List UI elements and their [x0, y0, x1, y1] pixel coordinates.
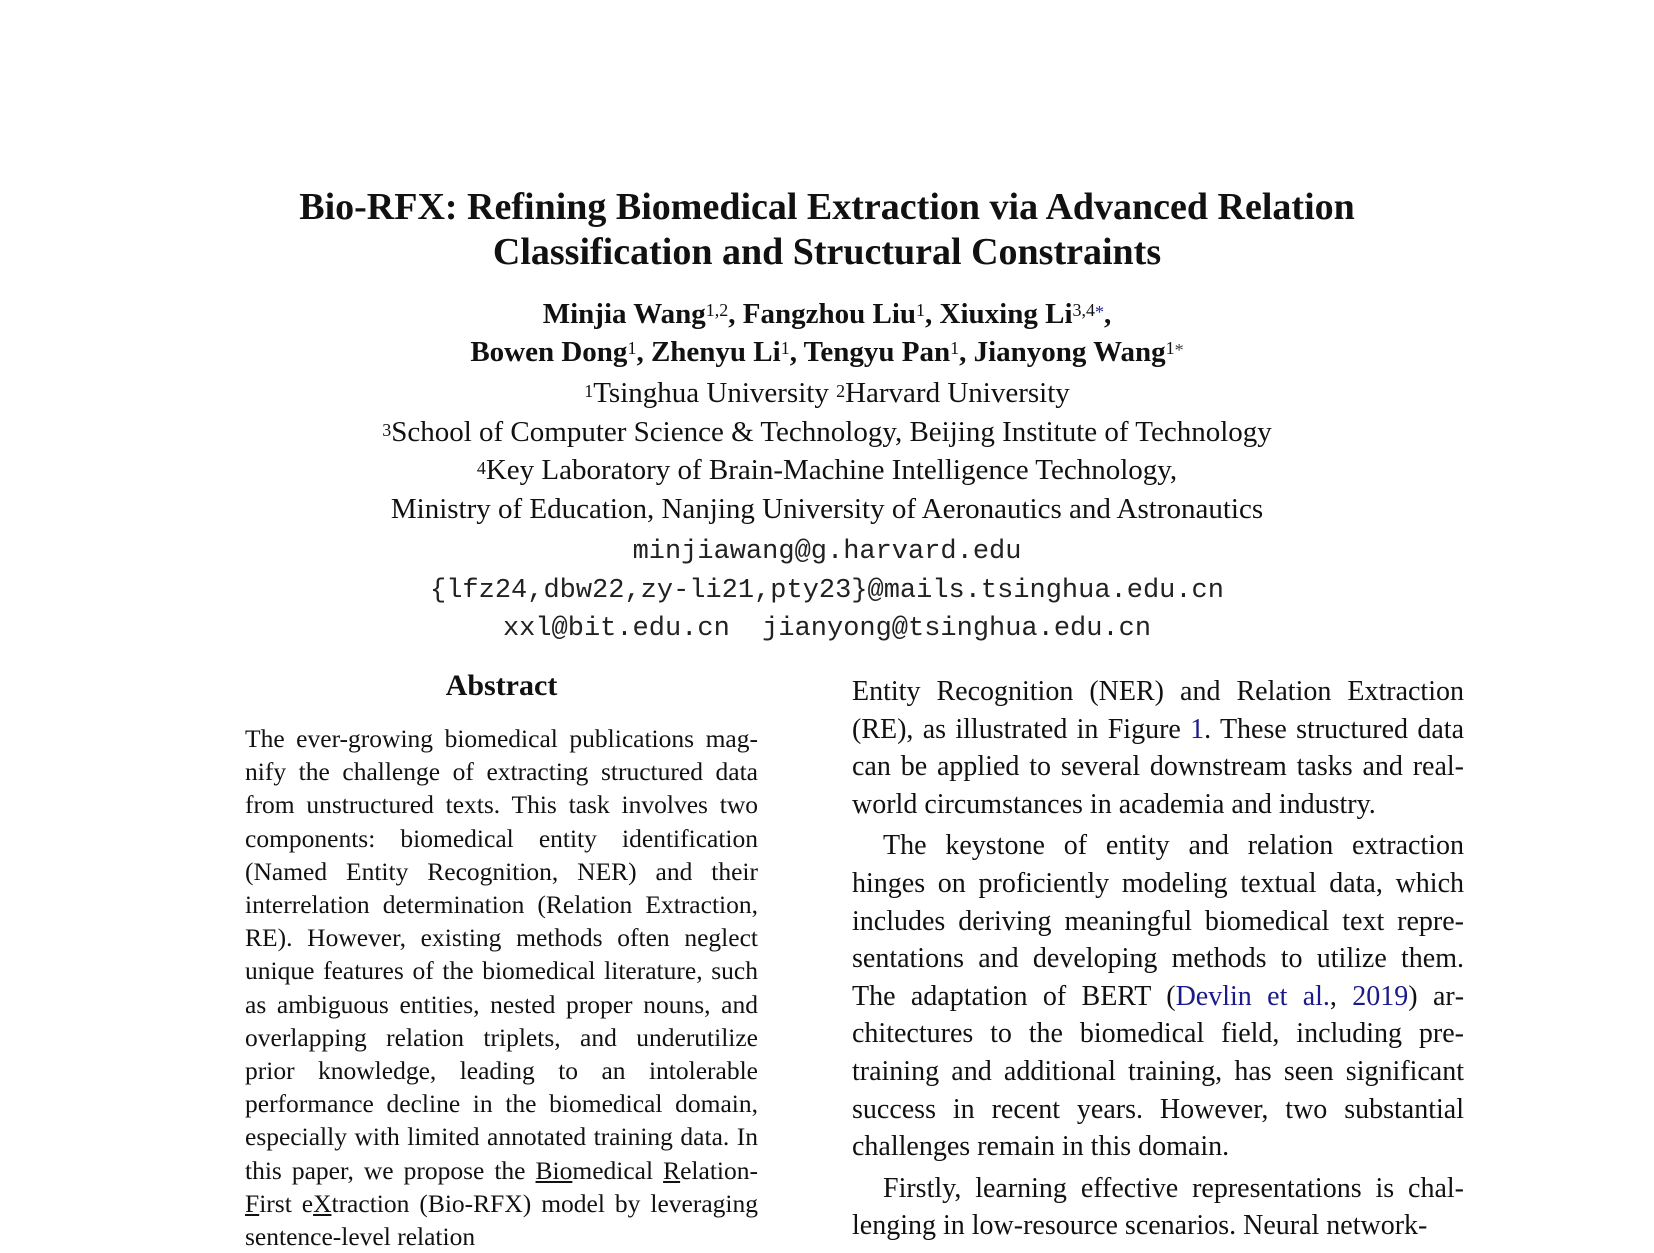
acronym-rest: medical — [572, 1155, 664, 1185]
email-line: minjiawang@g.harvard.edu — [632, 537, 1022, 567]
citation-link-year[interactable]: 2019 — [1352, 980, 1409, 1012]
email-line: xxl@bit.edu.cn jianyong@tsinghua.edu.cn — [502, 614, 1152, 644]
authors-line-1 — [0, 295, 1654, 333]
author-separator: , — [1104, 298, 1112, 330]
email-line: {lfz24,dbw22,zy-li21,pty23}@mails.tsinghua.edu.cn — [430, 575, 1224, 606]
author-separator: , — [728, 298, 743, 330]
author-name: Fangzhou Liu — [742, 298, 917, 330]
abstract-body: The ever-growing biomedical publications magnify the challenge of extracting structured data from unstructured texts. This task involves two components: biomedical entity identification (Named Entity Recognition, NER) and their interrelation determination (Relation Extraction, RE). However, existing methods often neglect unique features of the biomedical literature, such as ambiguous entities, nested proper nouns, and overlapping relation triplets, and underutilize prior knowledge, leading to an intolerable performance decline in the biomedical domain, especially with limited annotated training data. In this paper, we propose the — [245, 724, 758, 1185]
corresponding-author-mark: * — [1174, 340, 1184, 360]
title-line-1: Bio-RFX: Refining Biomedical Extraction via Advanced Relation — [299, 186, 1355, 228]
acronym-letter: R — [663, 1155, 681, 1185]
acronym-rest: irst e — [259, 1188, 314, 1218]
author-affil-sup: 1 — [950, 338, 960, 358]
email-list — [0, 533, 1654, 649]
corresponding-author-link[interactable]: * — [1095, 302, 1104, 322]
author-list — [0, 295, 1654, 371]
affil-sup: 2 — [836, 381, 846, 401]
author-affil-sup: 1 — [916, 300, 926, 320]
affil-sup: 1 — [584, 381, 594, 401]
affiliation-tsinghua: Tsinghua University — [593, 377, 837, 409]
figure-ref-link[interactable]: 1 — [1190, 713, 1205, 745]
author-affil-sup: 1,2 — [705, 300, 729, 320]
paragraph-text: . These structured data can be applied to several downstream tasks and real-world circumstances in academia and industry. — [852, 713, 1464, 820]
abstract-text — [245, 722, 758, 1253]
affiliations — [0, 374, 1654, 528]
abstract-body-cont: RFX) model by leveraging sentence-level relation — [245, 1188, 758, 1252]
affiliation-nuaa: Key Laboratory of Brain-Machine Intelligence Technology, — [485, 454, 1178, 486]
affil-sup: 3 — [382, 419, 392, 440]
intro-paragraph-3: Firstly, learning effective representations is challenging in low-resource scenarios. Neural network- — [852, 1172, 1464, 1242]
paper-title — [0, 185, 1654, 275]
author-affil-sup: 1 — [780, 338, 790, 358]
citation-link-author[interactable]: Devlin et al. — [1175, 980, 1330, 1012]
author-separator: , — [925, 298, 940, 330]
authors-line-2 — [0, 333, 1654, 371]
affil-sup: 4 — [476, 458, 486, 478]
acronym-rest: elation- — [680, 1155, 758, 1185]
author-name: Zhenyu Li — [650, 336, 781, 368]
author-name: Xiuxing Li — [939, 298, 1073, 330]
affiliation-line-1 — [0, 374, 1654, 413]
intro-paragraph-1 — [852, 673, 1464, 823]
intro-paragraph-2 — [852, 827, 1464, 1165]
citation-sep: , — [1329, 980, 1353, 1012]
author-name: Bowen Dong — [470, 336, 628, 368]
author-separator: , — [636, 336, 651, 368]
paragraph-text: Entity Recognition (NER) and Relation Extraction (RE), as illustrated in Figure — [852, 676, 1464, 745]
paragraph-text: The keystone of entity and relation extraction hinges on proficiently modeling textual data, which includes deriving meaningful biomedical text representations and developing methods to utilize them. The adaptation of BERT ( — [852, 830, 1464, 1012]
right-column — [852, 673, 1464, 1245]
author-name: Minjia Wang — [542, 298, 706, 330]
paragraph-text: ) architectures to the biomedical field, including pretraining and additional training, has seen significant success in recent years. However, two substantial challenges remain in this domain. — [852, 980, 1465, 1163]
author-separator: , — [789, 336, 804, 368]
author-separator: , — [959, 336, 974, 368]
acronym-letter: X — [313, 1188, 332, 1218]
affiliation-line-2 — [0, 413, 1654, 452]
acronym-rest: traction (Bio- — [331, 1188, 474, 1218]
acronym-letter: F — [245, 1188, 260, 1218]
author-affil-sup: 1 — [627, 338, 637, 358]
left-column — [245, 668, 758, 1253]
affiliation-line-4: Ministry of Education, Nanjing University of Aeronautics and Astronautics — [390, 492, 1264, 525]
affiliation-harvard: Harvard University — [845, 377, 1070, 409]
author-name: Jianyong Wang — [973, 336, 1166, 368]
author-affil-sup: 1 — [1165, 338, 1175, 358]
author-affil-sup: 3,4 — [1072, 300, 1095, 320]
title-line-2: Classification and Structural Constraints — [492, 231, 1162, 273]
affiliation-line-3 — [0, 451, 1654, 490]
acronym-letter: Bio — [535, 1155, 573, 1185]
author-name: Tengyu Pan — [803, 336, 951, 368]
affiliation-bit: School of Computer Science & Technology, Beijing Institute of Technology — [391, 415, 1272, 448]
abstract-heading: Abstract — [445, 669, 558, 702]
